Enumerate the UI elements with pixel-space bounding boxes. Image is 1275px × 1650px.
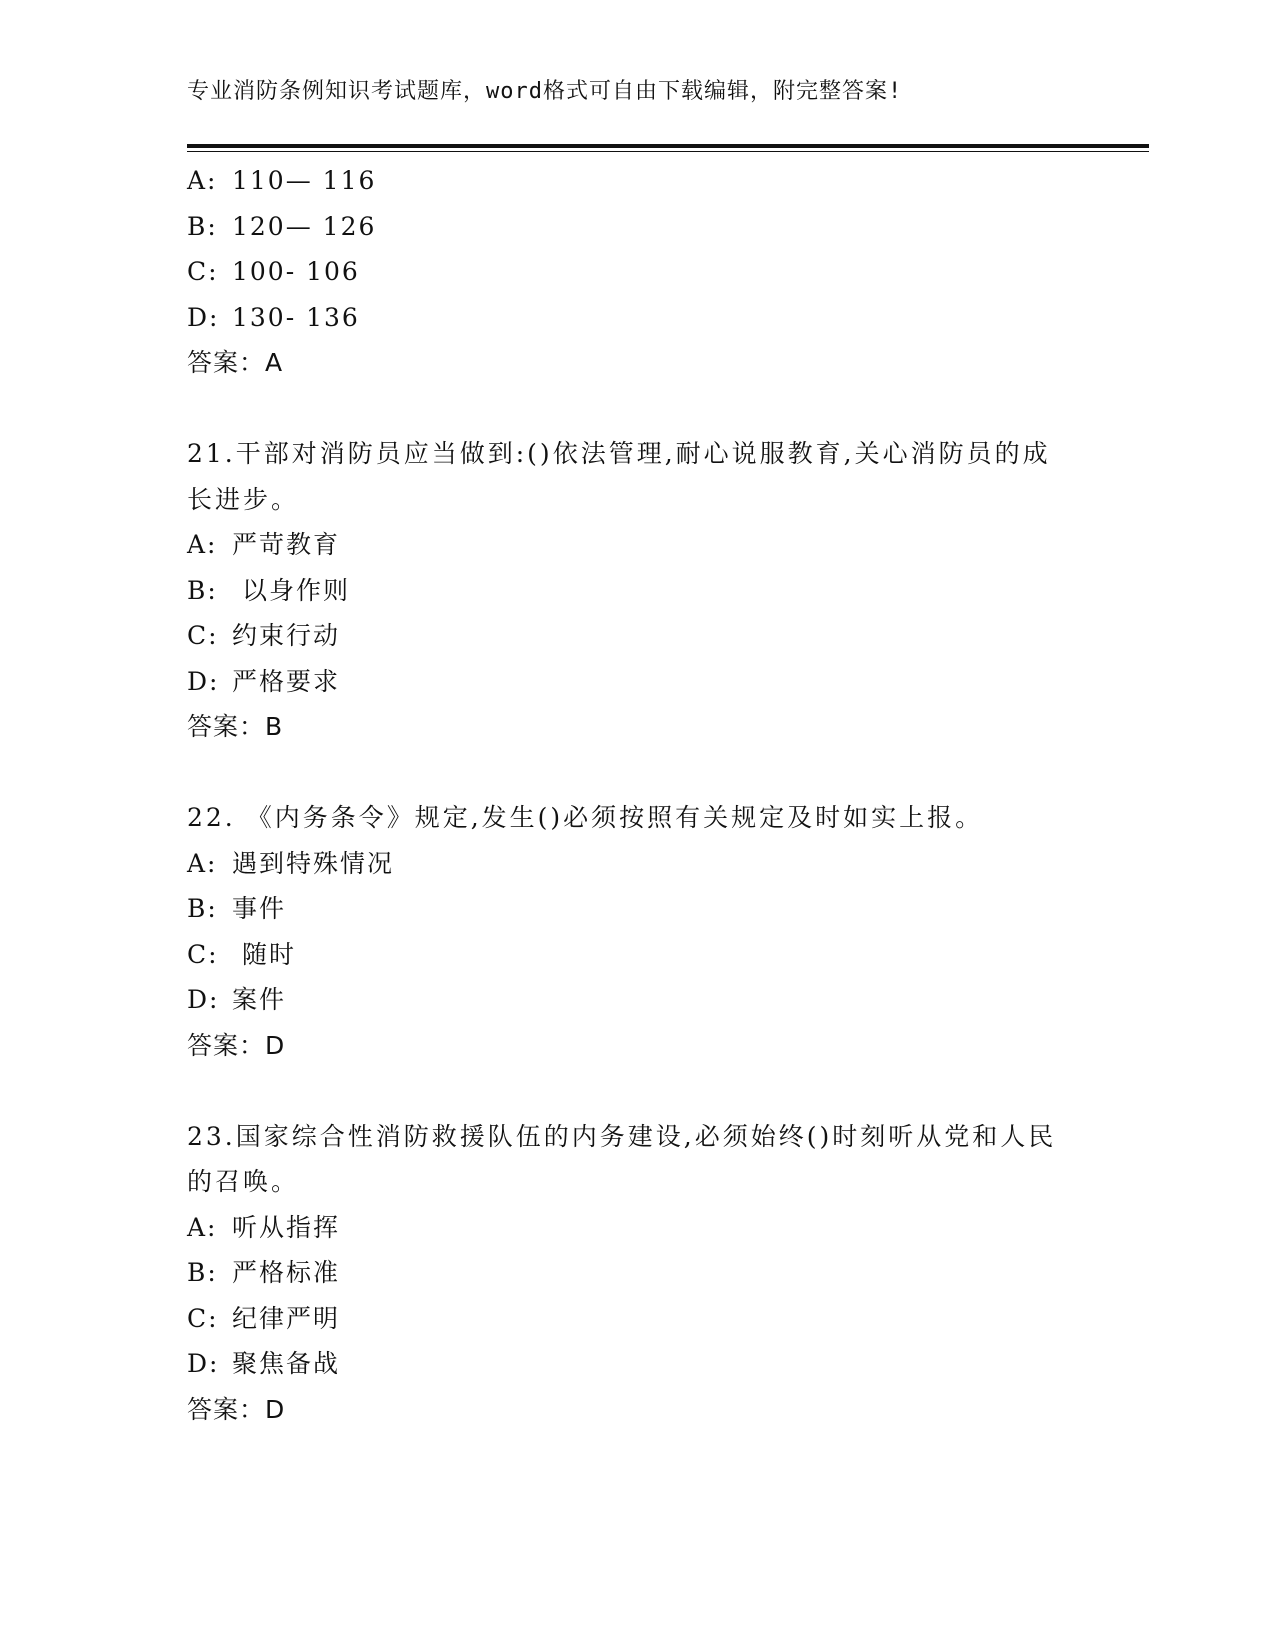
question-stem: 21.干部对消防员应当做到:()依法管理,耐心说服教育,关心消防员的成长进步。: [187, 439, 1051, 514]
option-c: C: 100- 106: [187, 257, 360, 286]
answer-line: 答案：D: [187, 1394, 286, 1424]
option-c: C: 随时: [187, 939, 296, 969]
header-rule-thin: [187, 151, 1149, 152]
question-block: [187, 158, 1067, 386]
answer-line: 答案：D: [187, 1030, 286, 1060]
question-stem: 22. 《内务条令》规定,发生()必须按照有关规定及时如实上报。: [187, 803, 984, 832]
option-b: B: 以身作则: [187, 575, 350, 605]
option-c: C: 纪律严明: [187, 1303, 341, 1333]
option-a: A: 严苛教育: [187, 530, 341, 559]
question-block: [187, 795, 1067, 1068]
option-d: D: 130- 136: [187, 302, 360, 332]
option-a: A: 遇到特殊情况: [187, 848, 395, 878]
answer-line: 答案：B: [187, 712, 284, 741]
question-block: [187, 431, 1067, 750]
option-d: D: 严格要求: [187, 666, 341, 696]
option-a: A: 110— 116: [187, 166, 377, 195]
option-b: B: 120— 126: [187, 211, 377, 241]
option-d: D: 聚焦备战: [187, 1349, 341, 1378]
header-rule-thick: [187, 144, 1149, 148]
option-c: C: 约束行动: [187, 621, 341, 650]
question-block: [187, 1114, 1067, 1433]
question-list: [187, 158, 1067, 1432]
question-stem: 23.国家综合性消防救援队伍的内务建设,必须始终()时刻听从党和人民的召唤。: [187, 1121, 1057, 1196]
option-d: D: 案件: [187, 985, 287, 1014]
page-header: 专业消防条例知识考试题库，word格式可自由下载编辑，附完整答案!: [187, 79, 903, 104]
option-b: B: 事件: [187, 894, 287, 923]
option-b: B: 严格标准: [187, 1258, 341, 1287]
option-a: A: 听从指挥: [187, 1212, 341, 1242]
answer-line: 答案：A: [187, 348, 284, 377]
